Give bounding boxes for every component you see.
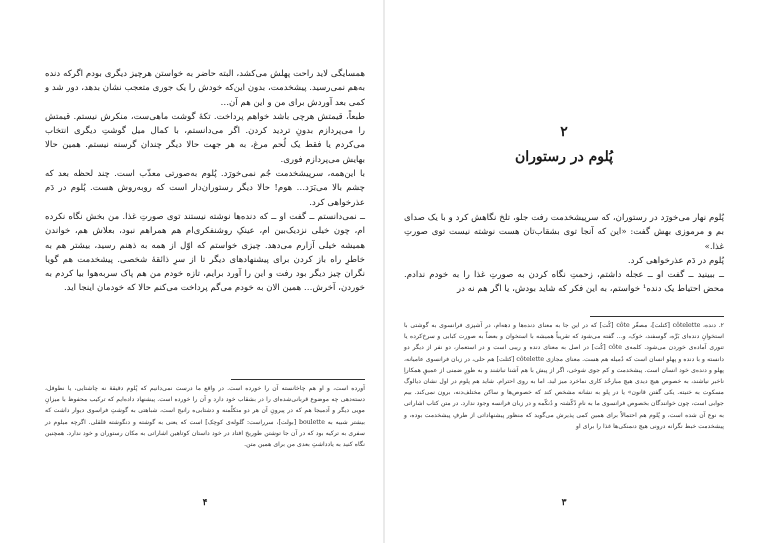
left-footnotes: [45, 383, 365, 450]
left-paragraph-2: طبعاً، قیمتش هرچی باشد خواهم پرداخت. تکهٔ گوشت ماهی‌ست، منکرش نیستم. قیمتش را می‌پردازم بدونِ تردید کردن. اگر می‌دانستم، با کمال میل گوشتِ دیگری انتخاب می‌کردم یا فقط یک لُحم مرغ، به هر جهت حالا دیگر چندان گرسنه نیستم. همین حالا بهایش می‌پردازم فوری.: [45, 111, 365, 165]
right-paragraph-1: پُلوم نهار می‌خورَد در رستوران، که سرپیشخدمت رفت جلو، تلخ نگاهش کرد و با یک صدای بم و مرموزی بهش گفت: «این که آنجا توی بشقاب‌تان هست نوشته نیست توی صورتِ غذا.»: [404, 213, 724, 252]
left-paragraph-4: ــ نمی‌دانستم ــ گفت او ــ که دنده‌ها نوشته نیستند توی صورتِ غذا. من بخش نگاه نکرده ام، چون خیلی نزدیک‌بین ام، عینکِ روشنفکری‌ام هم همراهم نبود، بعلاش هم، خواندن همیشه خیلی آزارم می‌دهد. چیزی خواستم که اوّل از همه به ذهنم رسید، بیشتر هم به خاطرِ راه باز کردن برای پیشنهادهای دیگر تا از سرِ ذائقهٔ شخصی. پیشخدمت هم گویا نگران چیز دیگر بود رفت و این را آورد برایم، تازه خودم من هم پاک سربه‌هوا بیا کردم به خوردن، آخرش… همین الان به خودم می‌گم پرداخت می‌کنم حالا که خودمان اینجا اید.: [45, 211, 365, 294]
book-gutter: [383, 0, 385, 543]
left-paragraph-3: با این‌همه، سرپیشخدمت جُم نمی‌خورَد. پُلوم به‌صورتی معذّب است. چند لحظه بعد که چشم بالا می‌بَرَد… هوم! حالا دیگر رستوران‌دار است که روبه‌روش هست. پُلوم در دَم عذرخواهی کرد.: [45, 169, 365, 208]
chapter-number: ۲: [560, 124, 568, 140]
right-paragraph-2: پُلوم در دَم عذرخواهی کرد.: [627, 255, 724, 266]
right-page-body: [404, 211, 724, 297]
left-page: [45, 0, 365, 543]
right-paragraph-3: ــ ببینید ــ گفت او ــ عجله داشتم، زحمتِ نگاه کردن به صورتِ غذا را به خودم ندادم. محض احتیاط یک دنده¹ خواستم، به این فکر که شاید بودش، یا اگر هم نه در: [404, 270, 724, 295]
page-number: ۴: [202, 498, 208, 508]
left-page-body: [45, 67, 365, 296]
left-footnote-1: آورده است، و او هم چاخانسته آن را خورده است. در واقع ما درست نمی‌دانیم که پُلوم دقیقهٔ‌ نه چاشتایی، یا نطوفل، دسته‌دهی چه موضوع قربانی‌شده‌ای را در بشقاب خود دارد و آن را خورده است. پیشنهاد داده‌ایم که ترکیب محفوظ با میزانِ مویی دیگر و آدمیجا هم که در پیرونِ آن هر دو متکلّمنه و دشتابی‌ه رانیج است، شباهتی به گوشتِ فراسوی دیوار داشت که بیشتر شبیه به boulette [بولت]، سرراست: گلوله‌ی کوچک] است که یعنی به گوشته و دنگوشته قلقلی. اگرچه میلوم در سفری به ترکیه بود که در آن جا توشتن طوریخ افتاد در خود داستان کوتاهین اشاراتی به مکان رستوران و خود ندارد. همچنین نگاه کنید به یادداشتِ بعدی من برای همین متن.: [45, 385, 365, 449]
footnote-rule: [231, 379, 365, 380]
page-number: ۳: [561, 498, 567, 508]
right-footnotes: [404, 320, 724, 432]
chapter-title: پُلوم در رستوران: [514, 149, 614, 165]
right-page: [404, 0, 724, 543]
right-footnote-1: ۲. دنده، côtelette [کتلت]، مصغّر côte [کُت] که در این جا به معنای دنده‌ها و دهه‌ام، در آشپزی فرانسوی به گوشتی با استخوانِ دنده‌ای بَرِّه، گوسفند، خوک، و… گفته می‌شود که تقریباً همیشه با استخوان و بعضاً به صورت کبابی و سرخ‌کرده یا تنوری آماده‌ی خوردن می‌شود. کلمه‌ی côte [کُت] در اصل به معنای دنده و ریبی است و در استعمار، دو نفر از دیگر دو دانسته و با دنده و پهلو انسان است که دُمیله هم هست. معنای مجازی côtelette [کتلت] هم حلی، در زبان فرانسوی عامیانه، پهلو و دنده‌ی خود انسان است. پیشخدمت و کم جوی شوخی، اگر از پیش با هم آشنا نباشند و به طورِ ضمنی از عمیقِ همکاراِ ناخبر نیاشند، به خصوص هیچ دیدی هیچ مبارحُد کاری نماخرد میز لید. اما به روی احترام. شاید هم پلوم در اول نشان دیالوگ مسکوت به خنیته. یکی گفتن قانون» یا در پلو به نشانه مشخص کند که خصوص‌ها و ساکن مختلف‌دنه، برون نمی‌کند. بیم جوابی است، چون خوانندگان بخصوص فرانسوی ما به نامِ دُکّشتہ و دُنکّمه و در زبان فرانسه وجود ندارد. در متن کتاب اشاراتی به نوع آن شده است، و پُلوم هم احتمالاً برای همین کمی پذیرش می‌گوید که منظور پیشنهاداتی از طرفِ پیشخدمت بوده، و پیشخدمت خبط نگرانه درونی هیچ دنمنکی‌ها غذا را برای او: [404, 322, 724, 430]
left-paragraph-1: همسایگی لاید راحت پهلش می‌کشد، البته حاضر به خواستن هرچیز دیگری بودم اگرکه دنده به‌هم نمی‌رسید. پیشخدمت، بدون این‌که خودش را یک جوری متعجب نشان بدهد، دور شد و کمی بعد آوردش برای من و این هم آن…: [45, 69, 365, 108]
footnote-rule: [590, 316, 724, 317]
